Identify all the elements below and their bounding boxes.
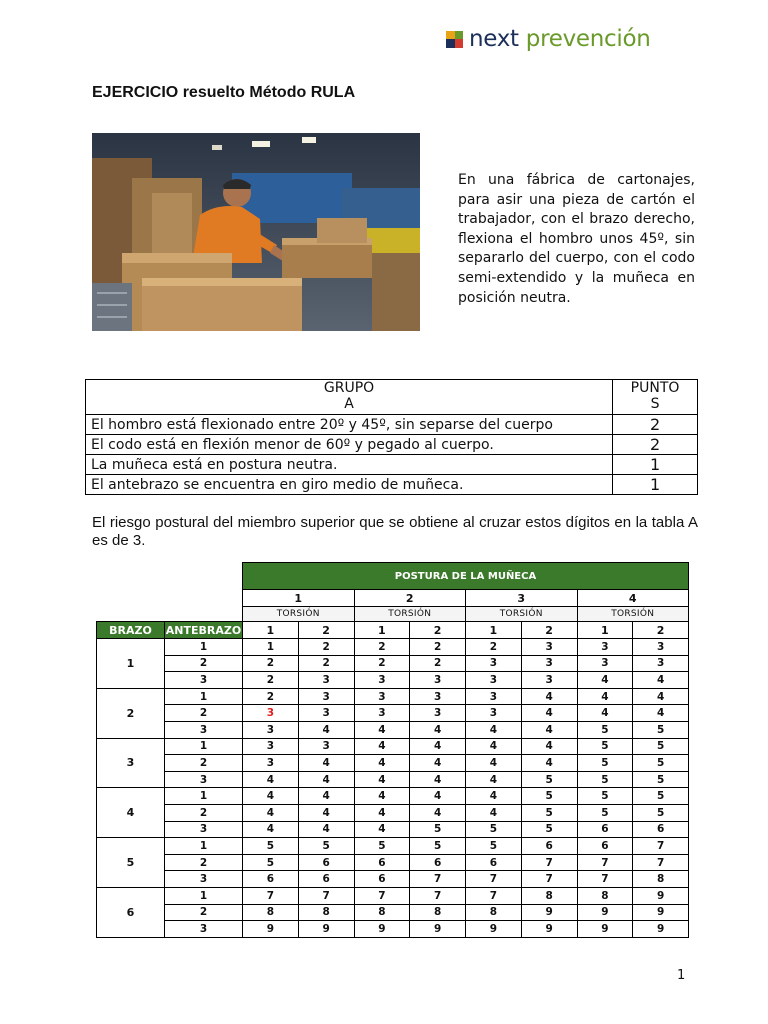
score-cell: 9: [577, 904, 633, 921]
logo-mark-icon: [446, 31, 463, 48]
score-cell: 9: [410, 921, 466, 938]
company-logo: [446, 26, 651, 52]
score-cell: 4: [410, 788, 466, 805]
column-labels-row: [97, 622, 689, 639]
score-cell: 3: [298, 738, 354, 755]
wrist-position-header: 2: [354, 590, 466, 607]
table-row: [97, 804, 689, 821]
score-cell: 5: [521, 771, 577, 788]
score-cell: 4: [466, 721, 522, 738]
table-row: [97, 887, 689, 904]
score-cell: 5: [577, 738, 633, 755]
score-cell: 2: [410, 655, 466, 672]
table-row: [97, 738, 689, 755]
criterion-cell: El antebrazo se encuentra en giro medio de muñeca.: [86, 475, 613, 495]
antebrazo-cell: 1: [165, 887, 243, 904]
points-cell: 1: [613, 455, 698, 475]
score-cell: 9: [243, 921, 299, 938]
brazo-cell: 4: [97, 788, 165, 838]
score-cell: 3: [354, 705, 410, 722]
score-cell: 5: [633, 804, 689, 821]
score-cell: 7: [298, 887, 354, 904]
score-cell: 4: [354, 738, 410, 755]
score-cell: 4: [521, 705, 577, 722]
score-cell: 6: [577, 838, 633, 855]
score-cell: 4: [243, 788, 299, 805]
score-cell: 8: [521, 887, 577, 904]
score-cell: 9: [354, 921, 410, 938]
score-cell: 4: [243, 771, 299, 788]
score-cell: 4: [298, 771, 354, 788]
score-cell: 6: [354, 854, 410, 871]
antebrazo-cell: 1: [165, 838, 243, 855]
score-cell: 4: [243, 804, 299, 821]
grupo-a-row: [86, 475, 698, 495]
score-cell: 5: [466, 821, 522, 838]
rula-blank-cell: [97, 607, 243, 622]
score-cell: 3: [354, 672, 410, 689]
torsion-value-header: 2: [410, 622, 466, 639]
score-cell: 2: [298, 639, 354, 656]
table-row: [97, 854, 689, 871]
table-row: [97, 755, 689, 772]
score-cell: 4: [410, 755, 466, 772]
grupo-a-header-row: [86, 380, 698, 415]
score-cell: 3: [410, 705, 466, 722]
logo-text-prevencion: prevención: [525, 26, 651, 52]
torsion-row: [97, 607, 689, 622]
score-cell: 4: [466, 804, 522, 821]
score-cell: 3: [633, 639, 689, 656]
score-cell: 9: [521, 921, 577, 938]
score-cell: 5: [521, 821, 577, 838]
score-cell: 5: [466, 838, 522, 855]
brazo-cell: 3: [97, 738, 165, 788]
score-cell: 8: [410, 904, 466, 921]
score-cell: 4: [410, 738, 466, 755]
score-cell: 4: [466, 755, 522, 772]
score-cell: 4: [354, 721, 410, 738]
score-cell: 7: [354, 887, 410, 904]
points-cell: 1: [613, 475, 698, 495]
antebrazo-cell: 3: [165, 771, 243, 788]
score-cell: 4: [243, 821, 299, 838]
wrist-position-header: 4: [577, 590, 689, 607]
score-cell: 5: [243, 838, 299, 855]
puntos-header: PUNTO S: [613, 380, 698, 415]
score-cell: 8: [243, 904, 299, 921]
antebrazo-cell: 2: [165, 705, 243, 722]
score-cell: 5: [633, 771, 689, 788]
torsion-value-header: 2: [521, 622, 577, 639]
grupo-a-table: [85, 379, 698, 495]
grupo-a-row: [86, 435, 698, 455]
score-cell: 5: [633, 788, 689, 805]
score-cell: 4: [633, 672, 689, 689]
score-cell: 3: [243, 721, 299, 738]
score-cell: 4: [466, 788, 522, 805]
score-cell: 7: [577, 871, 633, 888]
table-row: [97, 838, 689, 855]
score-cell: 5: [354, 838, 410, 855]
score-cell: 9: [633, 887, 689, 904]
torsion-value-header: 1: [354, 622, 410, 639]
score-cell: 4: [577, 705, 633, 722]
score-cell: 7: [521, 871, 577, 888]
table-row: [97, 871, 689, 888]
brazo-cell: 5: [97, 838, 165, 888]
score-cell: 9: [577, 921, 633, 938]
score-cell: 5: [633, 721, 689, 738]
risk-result-text: El riesgo postural del miembro superior que se obtiene al cruzar estos dígitos en la tabla A es de 3.: [92, 514, 698, 549]
page-title: EJERCICIO resuelto Método RULA: [92, 84, 356, 101]
criterion-cell: El codo está en flexión menor de 60º y pegado al cuerpo.: [86, 435, 613, 455]
score-cell: 4: [521, 688, 577, 705]
score-cell: 3: [577, 639, 633, 656]
score-cell: 4: [298, 721, 354, 738]
table-row: [97, 788, 689, 805]
score-cell: 2: [298, 655, 354, 672]
score-cell: 3: [410, 672, 466, 689]
score-cell: 5: [243, 854, 299, 871]
score-cell: 3: [466, 655, 522, 672]
table-row: [97, 655, 689, 672]
torsion-value-header: 1: [243, 622, 299, 639]
score-cell: 6: [466, 854, 522, 871]
criterion-cell: El hombro está flexionado entre 20º y 45º, sin separse del cuerpo: [86, 415, 613, 435]
score-cell: 4: [521, 721, 577, 738]
antebrazo-cell: 3: [165, 721, 243, 738]
score-cell: 4: [466, 738, 522, 755]
antebrazo-cell: 2: [165, 904, 243, 921]
highlighted-score-cell: 3: [243, 705, 299, 722]
score-cell: 4: [298, 821, 354, 838]
score-cell: 4: [410, 804, 466, 821]
antebrazo-cell: 2: [165, 804, 243, 821]
points-cell: 2: [613, 435, 698, 455]
score-cell: 7: [243, 887, 299, 904]
score-cell: 2: [354, 655, 410, 672]
table-row: [97, 921, 689, 938]
score-cell: 3: [633, 655, 689, 672]
score-cell: 4: [521, 738, 577, 755]
score-cell: 5: [577, 755, 633, 772]
score-cell: 6: [410, 854, 466, 871]
score-cell: 1: [243, 639, 299, 656]
score-cell: 8: [577, 887, 633, 904]
score-cell: 7: [466, 871, 522, 888]
grupo-a-header: GRUPO A: [86, 380, 613, 415]
score-cell: 9: [466, 921, 522, 938]
antebrazo-cell: 1: [165, 688, 243, 705]
score-cell: 4: [466, 771, 522, 788]
score-cell: 6: [298, 854, 354, 871]
score-cell: 6: [521, 838, 577, 855]
table-row: [97, 771, 689, 788]
score-cell: 4: [577, 672, 633, 689]
score-cell: 3: [521, 672, 577, 689]
torsion-label: TORSIÓN: [354, 607, 466, 622]
score-cell: 7: [410, 871, 466, 888]
table-row: [97, 904, 689, 921]
score-cell: 3: [466, 705, 522, 722]
score-cell: 5: [521, 788, 577, 805]
score-cell: 5: [577, 771, 633, 788]
score-cell: 5: [410, 821, 466, 838]
score-cell: 4: [354, 821, 410, 838]
grupo-a-row: [86, 455, 698, 475]
score-cell: 8: [633, 871, 689, 888]
score-cell: 5: [633, 738, 689, 755]
score-cell: 4: [633, 705, 689, 722]
score-cell: 7: [410, 887, 466, 904]
antebrazo-cell: 3: [165, 871, 243, 888]
score-cell: 4: [577, 688, 633, 705]
torsion-label: TORSIÓN: [577, 607, 689, 622]
score-cell: 6: [354, 871, 410, 888]
score-cell: 6: [298, 871, 354, 888]
worker-photo: [92, 133, 420, 331]
wrist-posture-header: POSTURA DE LA MUÑECA: [243, 563, 689, 590]
score-cell: 2: [354, 639, 410, 656]
rula-blank-cell: [97, 563, 243, 590]
score-cell: 4: [298, 788, 354, 805]
antebrazo-cell: 2: [165, 755, 243, 772]
score-cell: 9: [521, 904, 577, 921]
antebrazo-cell: 3: [165, 921, 243, 938]
score-cell: 3: [577, 655, 633, 672]
wrist-position-header: 3: [466, 590, 578, 607]
score-cell: 2: [243, 672, 299, 689]
score-cell: 3: [298, 672, 354, 689]
score-cell: 5: [577, 721, 633, 738]
score-cell: 3: [410, 688, 466, 705]
brazo-header: BRAZO: [97, 622, 165, 639]
score-cell: 9: [298, 921, 354, 938]
table-row: [97, 721, 689, 738]
score-cell: 3: [466, 672, 522, 689]
worker-photo-illustration: [92, 133, 420, 331]
score-cell: 7: [577, 854, 633, 871]
torsion-value-header: 1: [577, 622, 633, 639]
score-cell: 5: [577, 788, 633, 805]
score-cell: 5: [410, 838, 466, 855]
score-cell: 2: [410, 639, 466, 656]
antebrazo-cell: 1: [165, 788, 243, 805]
score-cell: 5: [633, 755, 689, 772]
page-number: 1: [677, 968, 686, 983]
rula-table-a: [96, 562, 689, 938]
antebrazo-cell: 1: [165, 738, 243, 755]
score-cell: 3: [466, 688, 522, 705]
table-row: [97, 705, 689, 722]
score-cell: 2: [466, 639, 522, 656]
table-row: [97, 688, 689, 705]
table-row: [97, 821, 689, 838]
antebrazo-cell: 1: [165, 639, 243, 656]
score-cell: 3: [243, 738, 299, 755]
score-cell: 5: [298, 838, 354, 855]
wrist-position-header: 1: [243, 590, 355, 607]
brazo-cell: 2: [97, 688, 165, 738]
table-row: [97, 639, 689, 656]
score-cell: 9: [633, 904, 689, 921]
brazo-cell: 1: [97, 639, 165, 689]
score-cell: 2: [243, 655, 299, 672]
torsion-value-header: 2: [298, 622, 354, 639]
score-cell: 4: [521, 755, 577, 772]
grupo-a-row: [86, 415, 698, 435]
antebrazo-cell: 3: [165, 672, 243, 689]
score-cell: 4: [354, 804, 410, 821]
score-cell: 3: [354, 688, 410, 705]
score-cell: 4: [410, 721, 466, 738]
score-cell: 7: [633, 854, 689, 871]
score-cell: 7: [466, 887, 522, 904]
score-cell: 8: [354, 904, 410, 921]
score-cell: 5: [577, 804, 633, 821]
score-cell: 4: [298, 755, 354, 772]
logo-text-next: next: [469, 26, 519, 52]
score-cell: 3: [243, 755, 299, 772]
rula-header-row: [97, 563, 689, 590]
score-cell: 6: [243, 871, 299, 888]
score-cell: 7: [633, 838, 689, 855]
brazo-cell: 6: [97, 887, 165, 937]
score-cell: 3: [521, 639, 577, 656]
torsion-value-header: 1: [466, 622, 522, 639]
score-cell: 3: [298, 688, 354, 705]
score-cell: 5: [521, 804, 577, 821]
score-cell: 8: [298, 904, 354, 921]
score-cell: 6: [633, 821, 689, 838]
antebrazo-cell: 2: [165, 854, 243, 871]
score-cell: 8: [466, 904, 522, 921]
score-cell: 9: [633, 921, 689, 938]
score-cell: 2: [243, 688, 299, 705]
torsion-value-header: 2: [633, 622, 689, 639]
score-cell: 4: [354, 771, 410, 788]
score-cell: 3: [298, 705, 354, 722]
rula-blank-cell: [97, 590, 243, 607]
antebrazo-cell: 2: [165, 655, 243, 672]
score-cell: 4: [633, 688, 689, 705]
torsion-label: TORSIÓN: [466, 607, 578, 622]
score-cell: 7: [521, 854, 577, 871]
table-row: [97, 672, 689, 689]
antebrazo-header: ANTEBRAZO: [165, 623, 242, 637]
antebrazo-cell: 3: [165, 821, 243, 838]
points-cell: 2: [613, 415, 698, 435]
score-cell: 4: [410, 771, 466, 788]
score-cell: 4: [354, 755, 410, 772]
criterion-cell: La muñeca está en postura neutra.: [86, 455, 613, 475]
wrist-positions-row: [97, 590, 689, 607]
score-cell: 4: [298, 804, 354, 821]
exercise-description: En una fábrica de cartonajes, para asir una pieza de cartón el trabajador, con el brazo derecho, flexiona el hombro unos 45º, sin separarlo del cuerpo, con el codo semi-extendido y la muñeca en posición neutra.: [458, 172, 695, 306]
torsion-label: TORSIÓN: [243, 607, 355, 622]
score-cell: 3: [521, 655, 577, 672]
score-cell: 4: [354, 788, 410, 805]
score-cell: 6: [577, 821, 633, 838]
